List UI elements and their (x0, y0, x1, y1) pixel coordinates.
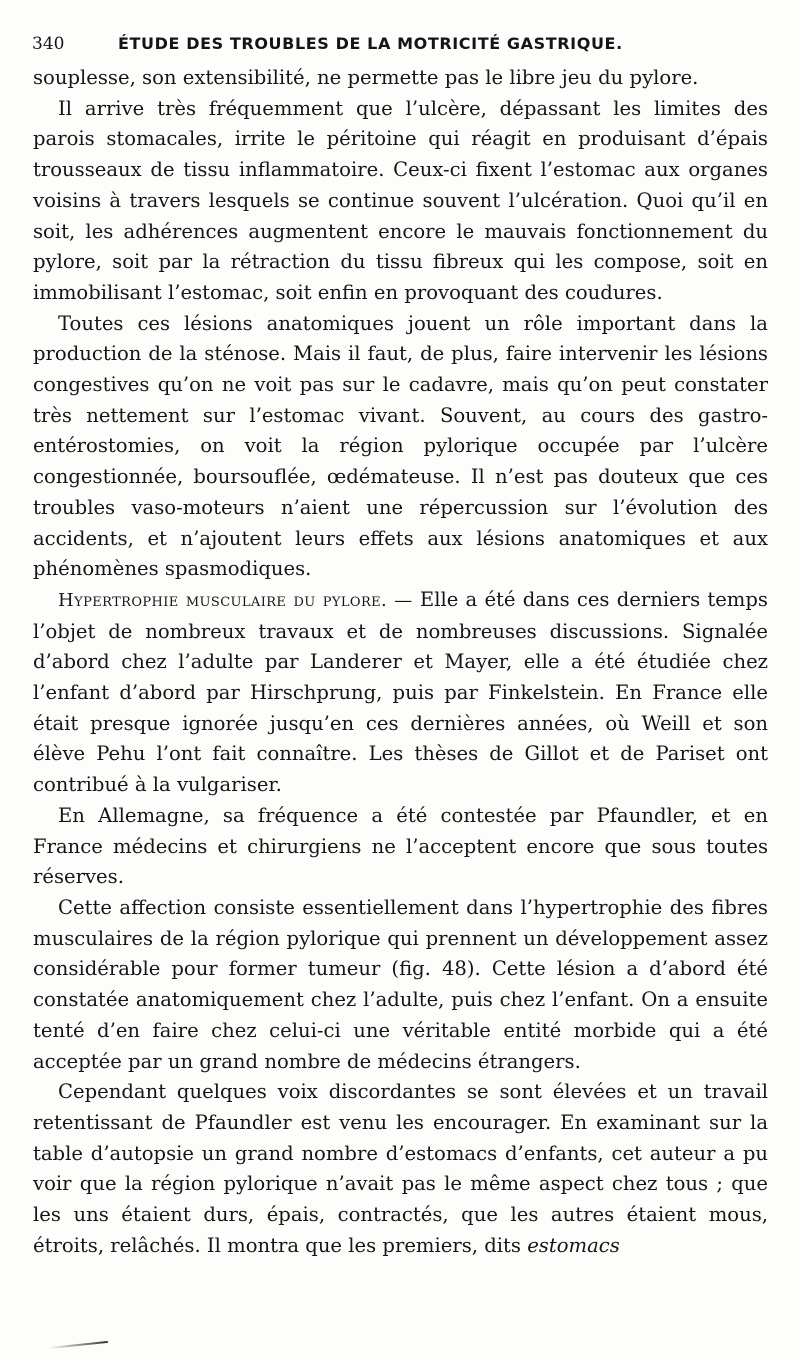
page-number: 340 (32, 34, 65, 54)
paragraph-hypertrophie (33, 585, 768, 801)
paragraph-adherences: Il arrive très fréquemment que l’ulcère, dépassant les limites des parois stomacales, irrite le péritoine qui réagit en produisant d’épais trousseaux de tissu inflammatoire. Ceux-ci fixent l’estomac aux organes voisins à travers lesquels se continue souvent l’ulcération. Quoi qu’il en soit, les adhérences augmentent encore le mauvais fonctionnement du pylore, soit par la rétraction du tissu fibreux qui les compose, soit en immobilisant l’estomac, soit enfin en provoquant des coudures. (33, 96, 768, 304)
paragraph-lesions: Toutes ces lésions anatomiques jouent un rôle important dans la production de la sténose. Mais il faut, de plus, faire intervenir les lésions congestives qu’on ne voit pas sur le cadavre, mais qu’on peut constater très nettement sur l’estomac vivant. Souvent, au cours des gastro-entérostomies, on voit la région pylorique occupée par l’ulcère congestionnée, boursouflée, œdémateuse. Il n’est pas douteux que ces troubles vaso-moteurs n’aient une répercussion sur l’évolution des accidents, et n’ajoutent leurs effets aux lésions anatomiques et aux phénomènes spasmodiques. (33, 311, 768, 581)
paragraph-allemagne: En Allemagne, sa fréquence a été contestée par Pfaundler, et en France médecins et chirurgiens ne l’acceptent encore que sous toutes réserves. (33, 803, 768, 889)
body-text (33, 63, 768, 1261)
section-heading: Hypertrophie musculaire du pylore. — (58, 589, 413, 611)
paragraph-pfaundler (33, 1077, 768, 1261)
pen-stroke-mark (48, 1341, 108, 1349)
paragraph-continuation: souplesse, son extensibilité, ne permette pas le libre jeu du pylore. (33, 66, 699, 89)
italic-word: estomacs (527, 1233, 620, 1257)
paragraph-pfaundler-text: Cependant quelques voix discordantes se sont élevées et un travail retentissant de Pfaundler est venu les encourager. En examinant sur la table d’autopsie un grand nombre d’estomacs d’enfants, cet auteur a pu voir que la région pylorique n’avait pas le même aspect chez tous ; que les uns étaient durs, épais, contractés, que les autres étaient mous, étroits, relâchés. Il montra que les premiers, dits (33, 1080, 768, 1257)
page-header (30, 30, 770, 60)
paragraph-affection: Cette affection consiste essentiellement dans l’hypertrophie des fibres musculaires de la région pylorique qui prennent un développement assez considérable pour former tumeur (fig. 48). Cette lésion a d’abord été constatée anatomiquement chez l’adulte, puis chez l’enfant. On a ensuite tenté d’en faire chez celui-ci une véritable entité morbide qui a été acceptée par un grand nombre de médecins étrangers. (33, 895, 768, 1073)
running-title: ÉTUDE DES TROUBLES DE LA MOTRICITÉ GASTRIQUE. (118, 34, 623, 53)
paragraph-hypertrophie-text: Elle a été dans ces derniers temps l’objet de nombreux travaux et de nombreuses discussions. Signalée d’abord chez l’adulte par Landerer et Mayer, elle a été étudiée chez l’enfant d’abord par Hirschprung, puis par Finkelstein. En France elle était presque ignorée jusqu’en ces dernières années, où Weill et son élève Pehu l’ont fait connaître. Les thèses de Gillot et de Pariset ont contribué à la vulgariser. (33, 587, 768, 797)
